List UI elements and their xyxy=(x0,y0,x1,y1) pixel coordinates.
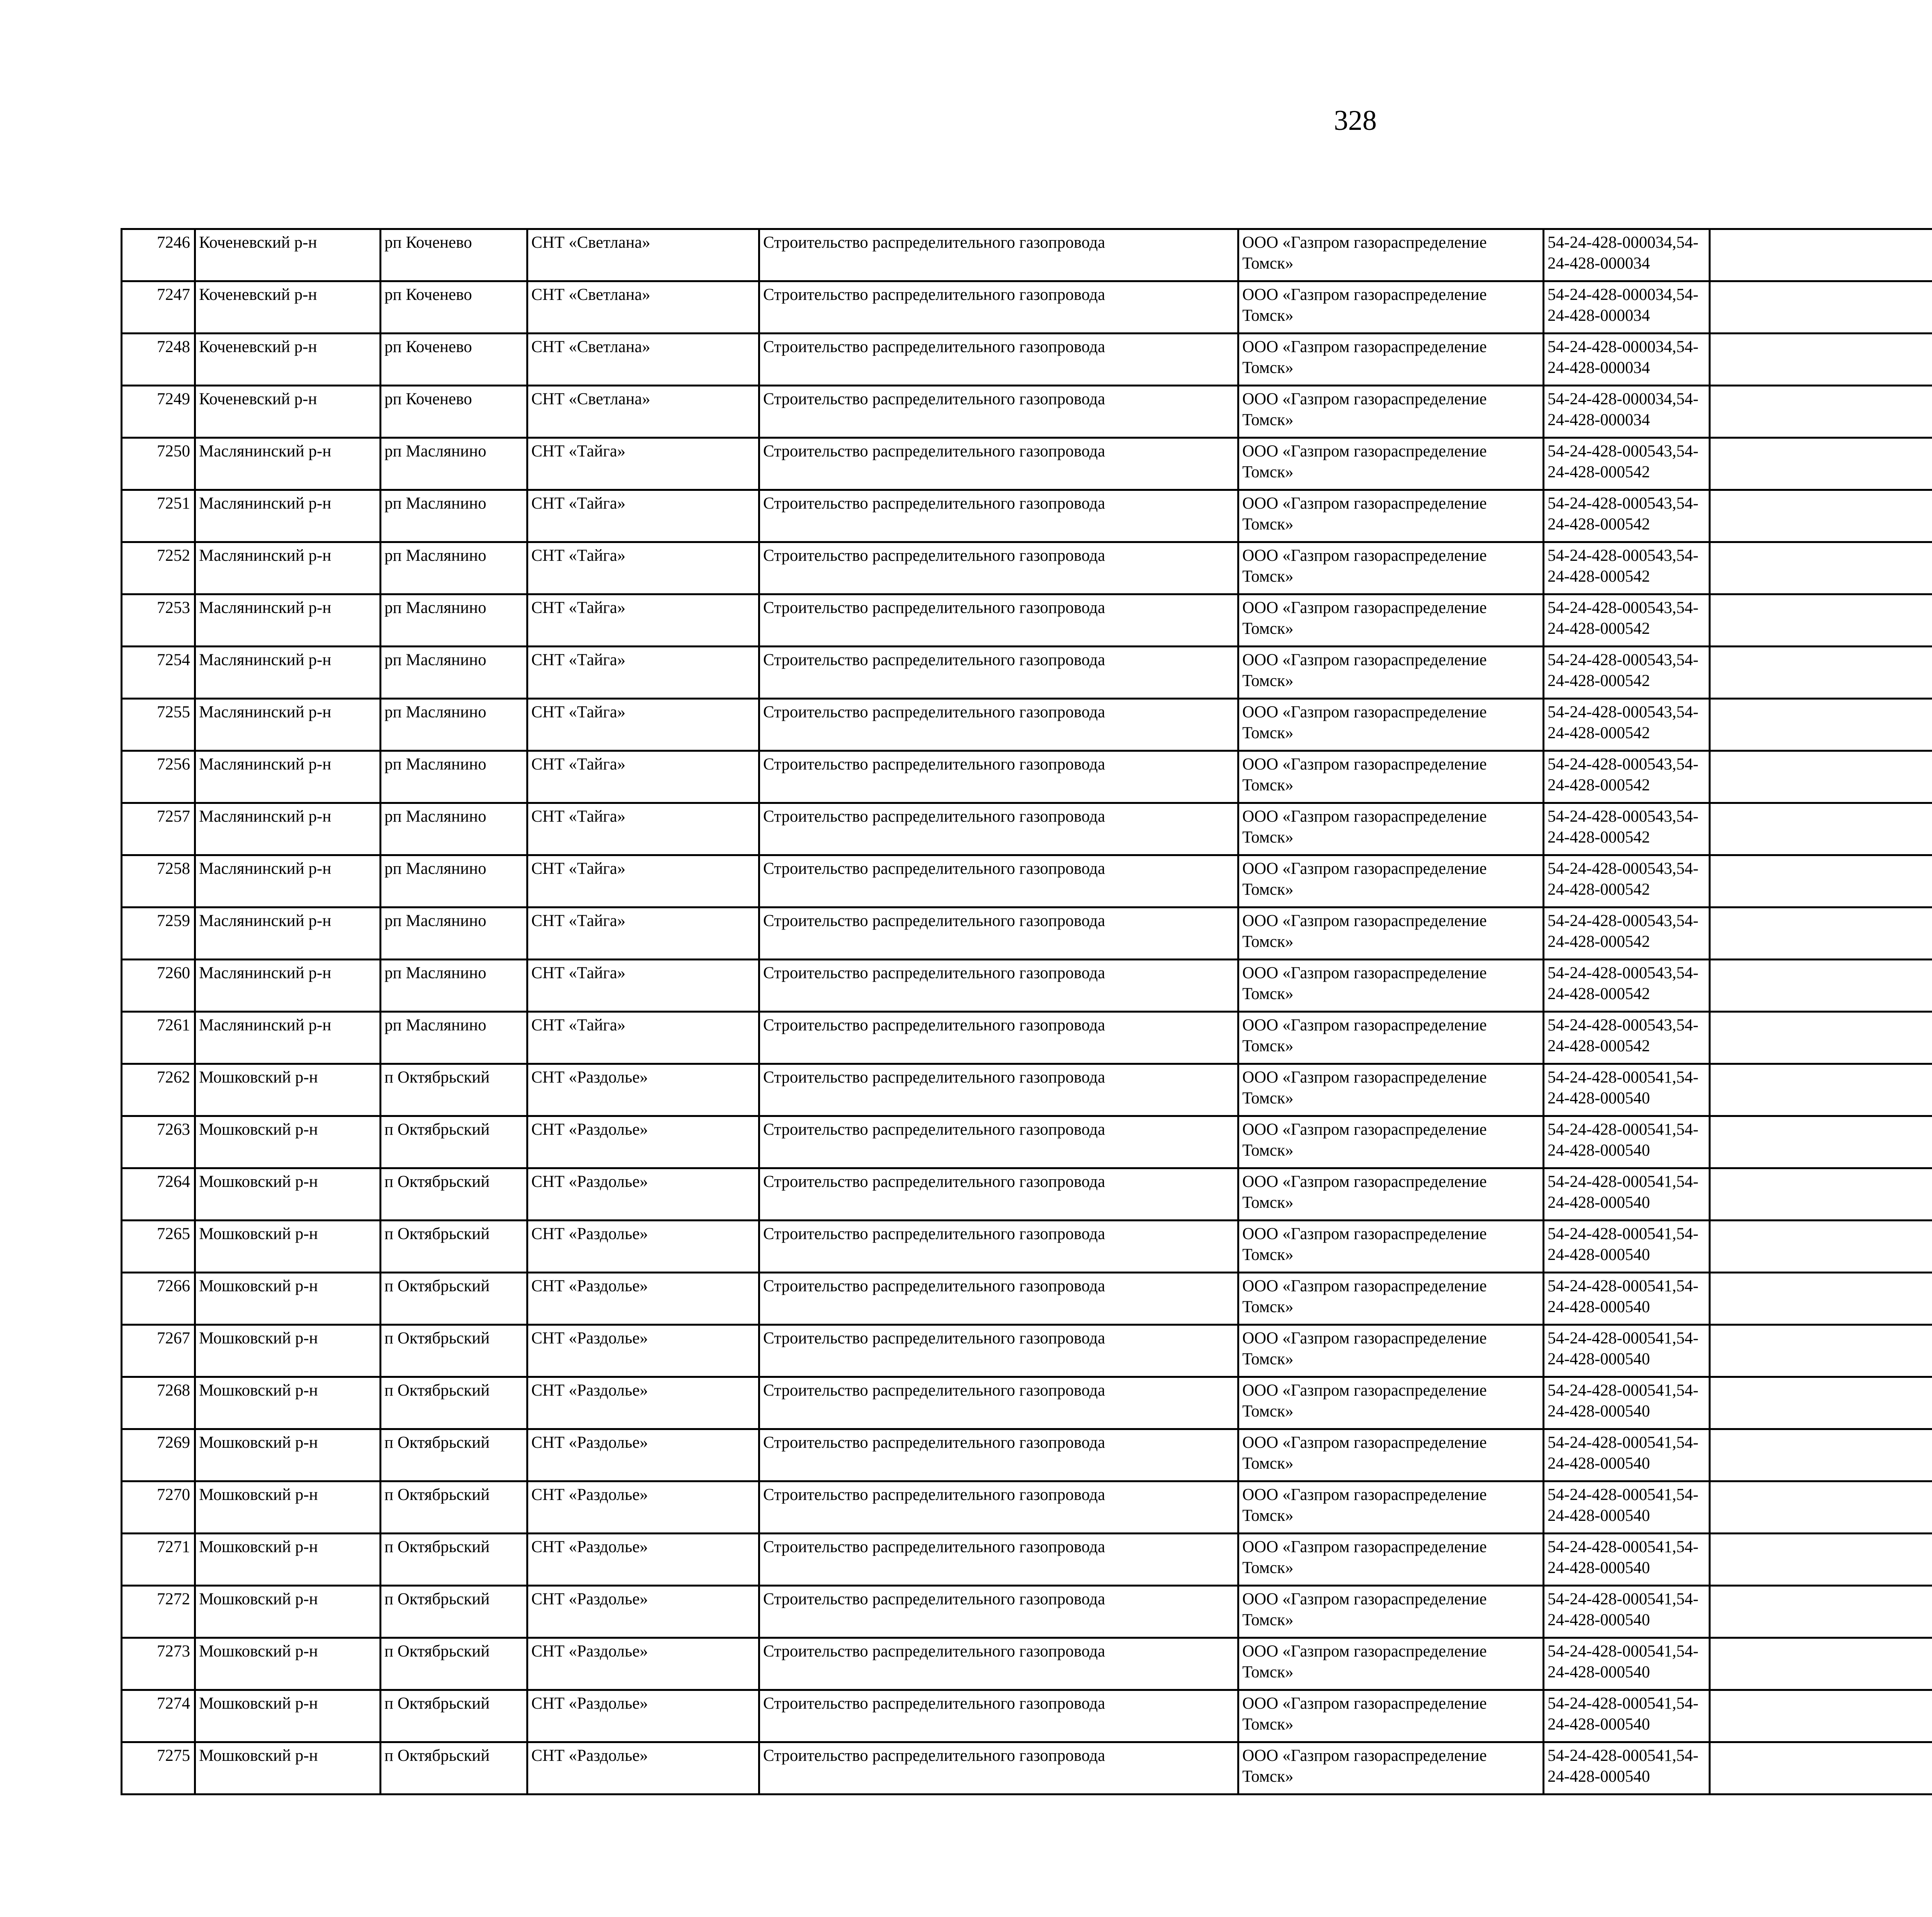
row-number-cell: 7254 xyxy=(122,647,195,699)
snt-cell: СНТ «Раздолье» xyxy=(527,1586,759,1638)
cadastral-number-cell: 54-24-428-000541,54-24-428-000540 xyxy=(1544,1742,1710,1794)
snt-cell: СНТ «Раздолье» xyxy=(527,1377,759,1429)
settlement-cell: рп Коченево xyxy=(381,229,527,281)
snt-cell: СНТ «Тайга» xyxy=(527,751,759,803)
snt-cell: СНТ «Раздолье» xyxy=(527,1064,759,1116)
row-number-cell: 7256 xyxy=(122,751,195,803)
settlement-cell: п Октябрьский xyxy=(381,1273,527,1325)
organization-cell: ООО «Газпром газораспределение Томск» xyxy=(1238,907,1544,960)
snt-cell: СНТ «Тайга» xyxy=(527,855,759,907)
table-row xyxy=(122,855,1932,907)
row-number-cell: 7251 xyxy=(122,490,195,542)
cadastral-number-cell: 54-24-428-000541,54-24-428-000540 xyxy=(1544,1064,1710,1116)
empty-cell xyxy=(1710,490,1932,542)
table-row xyxy=(122,1377,1932,1429)
page-number: 328 xyxy=(1334,105,1377,136)
work-type-cell: Строительство распределительного газопровода xyxy=(759,699,1238,751)
cadastral-number-cell: 54-24-428-000541,54-24-428-000540 xyxy=(1544,1168,1710,1221)
table-row xyxy=(122,594,1932,647)
empty-cell xyxy=(1710,1116,1932,1168)
cadastral-number-cell: 54-24-428-000543,54-24-428-000542 xyxy=(1544,438,1710,490)
empty-cell xyxy=(1710,1690,1932,1742)
table-row xyxy=(122,229,1932,281)
empty-cell xyxy=(1710,907,1932,960)
cadastral-number-cell: 54-24-428-000543,54-24-428-000542 xyxy=(1544,1012,1710,1064)
empty-cell xyxy=(1710,594,1932,647)
settlement-cell: п Октябрьский xyxy=(381,1481,527,1534)
snt-cell: СНТ «Светлана» xyxy=(527,386,759,438)
row-number-cell: 7247 xyxy=(122,281,195,334)
district-cell: Маслянинский р-н xyxy=(195,647,381,699)
settlement-cell: п Октябрьский xyxy=(381,1116,527,1168)
district-cell: Маслянинский р-н xyxy=(195,803,381,855)
table-row xyxy=(122,281,1932,334)
empty-cell xyxy=(1710,542,1932,594)
organization-cell: ООО «Газпром газораспределение Томск» xyxy=(1238,594,1544,647)
organization-cell: ООО «Газпром газораспределение Томск» xyxy=(1238,1168,1544,1221)
cadastral-number-cell: 54-24-428-000543,54-24-428-000542 xyxy=(1544,542,1710,594)
empty-cell xyxy=(1710,1273,1932,1325)
district-cell: Мошковский р-н xyxy=(195,1690,381,1742)
work-type-cell: Строительство распределительного газопровода xyxy=(759,803,1238,855)
empty-cell xyxy=(1710,1638,1932,1690)
settlement-cell: рп Маслянино xyxy=(381,647,527,699)
work-type-cell: Строительство распределительного газопровода xyxy=(759,1273,1238,1325)
district-cell: Мошковский р-н xyxy=(195,1534,381,1586)
table-row xyxy=(122,647,1932,699)
row-number-cell: 7270 xyxy=(122,1481,195,1534)
cadastral-number-cell: 54-24-428-000543,54-24-428-000542 xyxy=(1544,594,1710,647)
cadastral-number-cell: 54-24-428-000541,54-24-428-000540 xyxy=(1544,1221,1710,1273)
settlement-cell: рп Коченево xyxy=(381,281,527,334)
district-cell: Мошковский р-н xyxy=(195,1742,381,1794)
district-cell: Маслянинский р-н xyxy=(195,490,381,542)
organization-cell: ООО «Газпром газораспределение Томск» xyxy=(1238,1273,1544,1325)
organization-cell: ООО «Газпром газораспределение Томск» xyxy=(1238,1064,1544,1116)
work-type-cell: Строительство распределительного газопровода xyxy=(759,647,1238,699)
work-type-cell: Строительство распределительного газопровода xyxy=(759,1116,1238,1168)
organization-cell: ООО «Газпром газораспределение Томск» xyxy=(1238,1534,1544,1586)
cadastral-number-cell: 54-24-428-000543,54-24-428-000542 xyxy=(1544,907,1710,960)
snt-cell: СНТ «Раздолье» xyxy=(527,1638,759,1690)
organization-cell: ООО «Газпром газораспределение Томск» xyxy=(1238,1690,1544,1742)
work-type-cell: Строительство распределительного газопровода xyxy=(759,229,1238,281)
cadastral-number-cell: 54-24-428-000541,54-24-428-000540 xyxy=(1544,1638,1710,1690)
snt-cell: СНТ «Светлана» xyxy=(527,229,759,281)
work-type-cell: Строительство распределительного газопровода xyxy=(759,1221,1238,1273)
settlement-cell: п Октябрьский xyxy=(381,1221,527,1273)
snt-cell: СНТ «Тайга» xyxy=(527,647,759,699)
organization-cell: ООО «Газпром газораспределение Томск» xyxy=(1238,1221,1544,1273)
empty-cell xyxy=(1710,1377,1932,1429)
district-cell: Мошковский р-н xyxy=(195,1168,381,1221)
organization-cell: ООО «Газпром газораспределение Томск» xyxy=(1238,229,1544,281)
cadastral-number-cell: 54-24-428-000543,54-24-428-000542 xyxy=(1544,803,1710,855)
row-number-cell: 7275 xyxy=(122,1742,195,1794)
cadastral-number-cell: 54-24-428-000541,54-24-428-000540 xyxy=(1544,1325,1710,1377)
row-number-cell: 7253 xyxy=(122,594,195,647)
organization-cell: ООО «Газпром газораспределение Томск» xyxy=(1238,386,1544,438)
table-row xyxy=(122,1481,1932,1534)
organization-cell: ООО «Газпром газораспределение Томск» xyxy=(1238,1012,1544,1064)
settlement-cell: п Октябрьский xyxy=(381,1690,527,1742)
district-cell: Мошковский р-н xyxy=(195,1273,381,1325)
snt-cell: СНТ «Раздолье» xyxy=(527,1168,759,1221)
organization-cell: ООО «Газпром газораспределение Томск» xyxy=(1238,855,1544,907)
work-type-cell: Строительство распределительного газопровода xyxy=(759,1325,1238,1377)
organization-cell: ООО «Газпром газораспределение Томск» xyxy=(1238,1742,1544,1794)
data-table xyxy=(121,228,1932,1795)
organization-cell: ООО «Газпром газораспределение Томск» xyxy=(1238,699,1544,751)
settlement-cell: п Октябрьский xyxy=(381,1638,527,1690)
snt-cell: СНТ «Раздолье» xyxy=(527,1429,759,1481)
organization-cell: ООО «Газпром газораспределение Томск» xyxy=(1238,542,1544,594)
work-type-cell: Строительство распределительного газопровода xyxy=(759,907,1238,960)
cadastral-number-cell: 54-24-428-000541,54-24-428-000540 xyxy=(1544,1377,1710,1429)
table-row xyxy=(122,699,1932,751)
work-type-cell: Строительство распределительного газопровода xyxy=(759,594,1238,647)
row-number-cell: 7273 xyxy=(122,1638,195,1690)
settlement-cell: рп Коченево xyxy=(381,386,527,438)
settlement-cell: п Октябрьский xyxy=(381,1064,527,1116)
snt-cell: СНТ «Тайга» xyxy=(527,907,759,960)
empty-cell xyxy=(1710,1586,1932,1638)
organization-cell: ООО «Газпром газораспределение Томск» xyxy=(1238,1377,1544,1429)
empty-cell xyxy=(1710,647,1932,699)
organization-cell: ООО «Газпром газораспределение Томск» xyxy=(1238,1481,1544,1534)
table-row xyxy=(122,1168,1932,1221)
empty-cell xyxy=(1710,1221,1932,1273)
row-number-cell: 7261 xyxy=(122,1012,195,1064)
district-cell: Мошковский р-н xyxy=(195,1429,381,1481)
snt-cell: СНТ «Тайга» xyxy=(527,960,759,1012)
organization-cell: ООО «Газпром газораспределение Томск» xyxy=(1238,334,1544,386)
cadastral-number-cell: 54-24-428-000543,54-24-428-000542 xyxy=(1544,490,1710,542)
empty-cell xyxy=(1710,1534,1932,1586)
district-cell: Маслянинский р-н xyxy=(195,855,381,907)
work-type-cell: Строительство распределительного газопровода xyxy=(759,1586,1238,1638)
table-row xyxy=(122,334,1932,386)
row-number-cell: 7255 xyxy=(122,699,195,751)
row-number-cell: 7272 xyxy=(122,1586,195,1638)
work-type-cell: Строительство распределительного газопровода xyxy=(759,386,1238,438)
table-row xyxy=(122,542,1932,594)
settlement-cell: рп Коченево xyxy=(381,334,527,386)
cadastral-number-cell: 54-24-428-000541,54-24-428-000540 xyxy=(1544,1534,1710,1586)
table-row xyxy=(122,1221,1932,1273)
empty-cell xyxy=(1710,699,1932,751)
cadastral-number-cell: 54-24-428-000541,54-24-428-000540 xyxy=(1544,1690,1710,1742)
cadastral-number-cell: 54-24-428-000543,54-24-428-000542 xyxy=(1544,647,1710,699)
snt-cell: СНТ «Тайга» xyxy=(527,699,759,751)
empty-cell xyxy=(1710,1481,1932,1534)
row-number-cell: 7267 xyxy=(122,1325,195,1377)
district-cell: Маслянинский р-н xyxy=(195,594,381,647)
district-cell: Мошковский р-н xyxy=(195,1481,381,1534)
settlement-cell: рп Маслянино xyxy=(381,803,527,855)
district-cell: Мошковский р-н xyxy=(195,1064,381,1116)
work-type-cell: Строительство распределительного газопровода xyxy=(759,1481,1238,1534)
empty-cell xyxy=(1710,386,1932,438)
work-type-cell: Строительство распределительного газопровода xyxy=(759,1168,1238,1221)
empty-cell xyxy=(1710,1742,1932,1794)
row-number-cell: 7260 xyxy=(122,960,195,1012)
settlement-cell: п Октябрьский xyxy=(381,1377,527,1429)
empty-cell xyxy=(1710,1064,1932,1116)
empty-cell xyxy=(1710,1012,1932,1064)
row-number-cell: 7265 xyxy=(122,1221,195,1273)
cadastral-number-cell: 54-24-428-000543,54-24-428-000542 xyxy=(1544,960,1710,1012)
work-type-cell: Строительство распределительного газопровода xyxy=(759,960,1238,1012)
row-number-cell: 7271 xyxy=(122,1534,195,1586)
cadastral-number-cell: 54-24-428-000541,54-24-428-000540 xyxy=(1544,1586,1710,1638)
cadastral-number-cell: 54-24-428-000034,54-24-428-000034 xyxy=(1544,386,1710,438)
empty-cell xyxy=(1710,1429,1932,1481)
work-type-cell: Строительство распределительного газопровода xyxy=(759,542,1238,594)
settlement-cell: рп Маслянино xyxy=(381,438,527,490)
row-number-cell: 7249 xyxy=(122,386,195,438)
district-cell: Мошковский р-н xyxy=(195,1221,381,1273)
work-type-cell: Строительство распределительного газопровода xyxy=(759,751,1238,803)
work-type-cell: Строительство распределительного газопровода xyxy=(759,1742,1238,1794)
district-cell: Коченевский р-н xyxy=(195,334,381,386)
snt-cell: СНТ «Тайга» xyxy=(527,542,759,594)
empty-cell xyxy=(1710,855,1932,907)
snt-cell: СНТ «Тайга» xyxy=(527,1012,759,1064)
district-cell: Маслянинский р-н xyxy=(195,960,381,1012)
work-type-cell: Строительство распределительного газопровода xyxy=(759,281,1238,334)
table-row xyxy=(122,1116,1932,1168)
empty-cell xyxy=(1710,334,1932,386)
work-type-cell: Строительство распределительного газопровода xyxy=(759,1012,1238,1064)
district-cell: Маслянинский р-н xyxy=(195,907,381,960)
table-row xyxy=(122,1325,1932,1377)
table-row xyxy=(122,960,1932,1012)
settlement-cell: п Октябрьский xyxy=(381,1325,527,1377)
cadastral-number-cell: 54-24-428-000543,54-24-428-000542 xyxy=(1544,855,1710,907)
table-row xyxy=(122,1638,1932,1690)
settlement-cell: п Октябрьский xyxy=(381,1742,527,1794)
row-number-cell: 7258 xyxy=(122,855,195,907)
table-row xyxy=(122,1534,1932,1586)
snt-cell: СНТ «Раздолье» xyxy=(527,1742,759,1794)
empty-cell xyxy=(1710,751,1932,803)
table-row xyxy=(122,1742,1932,1794)
district-cell: Коченевский р-н xyxy=(195,229,381,281)
table-row xyxy=(122,907,1932,960)
district-cell: Коченевский р-н xyxy=(195,281,381,334)
district-cell: Маслянинский р-н xyxy=(195,1012,381,1064)
settlement-cell: рп Маслянино xyxy=(381,490,527,542)
table-body xyxy=(122,229,1932,1794)
district-cell: Коченевский р-н xyxy=(195,386,381,438)
row-number-cell: 7263 xyxy=(122,1116,195,1168)
table-row xyxy=(122,438,1932,490)
organization-cell: ООО «Газпром газораспределение Томск» xyxy=(1238,490,1544,542)
organization-cell: ООО «Газпром газораспределение Томск» xyxy=(1238,1116,1544,1168)
work-type-cell: Строительство распределительного газопровода xyxy=(759,334,1238,386)
empty-cell xyxy=(1710,1168,1932,1221)
row-number-cell: 7257 xyxy=(122,803,195,855)
district-cell: Мошковский р-н xyxy=(195,1638,381,1690)
row-number-cell: 7268 xyxy=(122,1377,195,1429)
organization-cell: ООО «Газпром газораспределение Томск» xyxy=(1238,1325,1544,1377)
empty-cell xyxy=(1710,960,1932,1012)
table-row xyxy=(122,386,1932,438)
organization-cell: ООО «Газпром газораспределение Томск» xyxy=(1238,751,1544,803)
empty-cell xyxy=(1710,281,1932,334)
row-number-cell: 7248 xyxy=(122,334,195,386)
row-number-cell: 7246 xyxy=(122,229,195,281)
settlement-cell: рп Маслянино xyxy=(381,594,527,647)
row-number-cell: 7266 xyxy=(122,1273,195,1325)
work-type-cell: Строительство распределительного газопровода xyxy=(759,1690,1238,1742)
settlement-cell: рп Маслянино xyxy=(381,699,527,751)
snt-cell: СНТ «Раздолье» xyxy=(527,1690,759,1742)
settlement-cell: рп Маслянино xyxy=(381,751,527,803)
row-number-cell: 7252 xyxy=(122,542,195,594)
settlement-cell: рп Маслянино xyxy=(381,542,527,594)
settlement-cell: рп Маслянино xyxy=(381,1012,527,1064)
row-number-cell: 7250 xyxy=(122,438,195,490)
settlement-cell: п Октябрьский xyxy=(381,1586,527,1638)
snt-cell: СНТ «Раздолье» xyxy=(527,1221,759,1273)
settlement-cell: п Октябрьский xyxy=(381,1168,527,1221)
table-row xyxy=(122,1273,1932,1325)
cadastral-number-cell: 54-24-428-000543,54-24-428-000542 xyxy=(1544,751,1710,803)
settlement-cell: рп Маслянино xyxy=(381,855,527,907)
organization-cell: ООО «Газпром газораспределение Томск» xyxy=(1238,960,1544,1012)
row-number-cell: 7259 xyxy=(122,907,195,960)
organization-cell: ООО «Газпром газораспределение Томск» xyxy=(1238,1586,1544,1638)
cadastral-number-cell: 54-24-428-000541,54-24-428-000540 xyxy=(1544,1429,1710,1481)
table-row xyxy=(122,1012,1932,1064)
organization-cell: ООО «Газпром газораспределение Томск» xyxy=(1238,803,1544,855)
district-cell: Мошковский р-н xyxy=(195,1116,381,1168)
district-cell: Маслянинский р-н xyxy=(195,699,381,751)
empty-cell xyxy=(1710,1325,1932,1377)
work-type-cell: Строительство распределительного газопровода xyxy=(759,1377,1238,1429)
settlement-cell: рп Маслянино xyxy=(381,907,527,960)
row-number-cell: 7262 xyxy=(122,1064,195,1116)
row-number-cell: 7269 xyxy=(122,1429,195,1481)
cadastral-number-cell: 54-24-428-000543,54-24-428-000542 xyxy=(1544,699,1710,751)
work-type-cell: Строительство распределительного газопровода xyxy=(759,1064,1238,1116)
table-row xyxy=(122,751,1932,803)
district-cell: Маслянинский р-н xyxy=(195,751,381,803)
snt-cell: СНТ «Раздолье» xyxy=(527,1325,759,1377)
table-row xyxy=(122,803,1932,855)
work-type-cell: Строительство распределительного газопровода xyxy=(759,1638,1238,1690)
work-type-cell: Строительство распределительного газопровода xyxy=(759,490,1238,542)
settlement-cell: п Октябрьский xyxy=(381,1534,527,1586)
empty-cell xyxy=(1710,803,1932,855)
snt-cell: СНТ «Раздолье» xyxy=(527,1273,759,1325)
district-cell: Маслянинский р-н xyxy=(195,542,381,594)
district-cell: Мошковский р-н xyxy=(195,1377,381,1429)
snt-cell: СНТ «Тайга» xyxy=(527,490,759,542)
district-cell: Мошковский р-н xyxy=(195,1325,381,1377)
snt-cell: СНТ «Раздолье» xyxy=(527,1534,759,1586)
table-row xyxy=(122,1586,1932,1638)
row-number-cell: 7274 xyxy=(122,1690,195,1742)
cadastral-number-cell: 54-24-428-000034,54-24-428-000034 xyxy=(1544,229,1710,281)
snt-cell: СНТ «Тайга» xyxy=(527,594,759,647)
snt-cell: СНТ «Раздолье» xyxy=(527,1481,759,1534)
district-cell: Маслянинский р-н xyxy=(195,438,381,490)
snt-cell: СНТ «Раздолье» xyxy=(527,1116,759,1168)
snt-cell: СНТ «Светлана» xyxy=(527,334,759,386)
snt-cell: СНТ «Светлана» xyxy=(527,281,759,334)
organization-cell: ООО «Газпром газораспределение Томск» xyxy=(1238,647,1544,699)
work-type-cell: Строительство распределительного газопровода xyxy=(759,1534,1238,1586)
district-cell: Мошковский р-н xyxy=(195,1586,381,1638)
table-row xyxy=(122,1429,1932,1481)
snt-cell: СНТ «Тайга» xyxy=(527,438,759,490)
table-row xyxy=(122,1690,1932,1742)
table-row xyxy=(122,1064,1932,1116)
cadastral-number-cell: 54-24-428-000541,54-24-428-000540 xyxy=(1544,1273,1710,1325)
settlement-cell: п Октябрьский xyxy=(381,1429,527,1481)
row-number-cell: 7264 xyxy=(122,1168,195,1221)
work-type-cell: Строительство распределительного газопровода xyxy=(759,855,1238,907)
work-type-cell: Строительство распределительного газопровода xyxy=(759,1429,1238,1481)
organization-cell: ООО «Газпром газораспределение Томск» xyxy=(1238,438,1544,490)
organization-cell: ООО «Газпром газораспределение Томск» xyxy=(1238,1638,1544,1690)
empty-cell xyxy=(1710,229,1932,281)
cadastral-number-cell: 54-24-428-000034,54-24-428-000034 xyxy=(1544,281,1710,334)
cadastral-number-cell: 54-24-428-000034,54-24-428-000034 xyxy=(1544,334,1710,386)
snt-cell: СНТ «Тайга» xyxy=(527,803,759,855)
cadastral-number-cell: 54-24-428-000541,54-24-428-000540 xyxy=(1544,1481,1710,1534)
table-row xyxy=(122,490,1932,542)
work-type-cell: Строительство распределительного газопровода xyxy=(759,438,1238,490)
organization-cell: ООО «Газпром газораспределение Томск» xyxy=(1238,1429,1544,1481)
settlement-cell: рп Маслянино xyxy=(381,960,527,1012)
empty-cell xyxy=(1710,438,1932,490)
organization-cell: ООО «Газпром газораспределение Томск» xyxy=(1238,281,1544,334)
cadastral-number-cell: 54-24-428-000541,54-24-428-000540 xyxy=(1544,1116,1710,1168)
